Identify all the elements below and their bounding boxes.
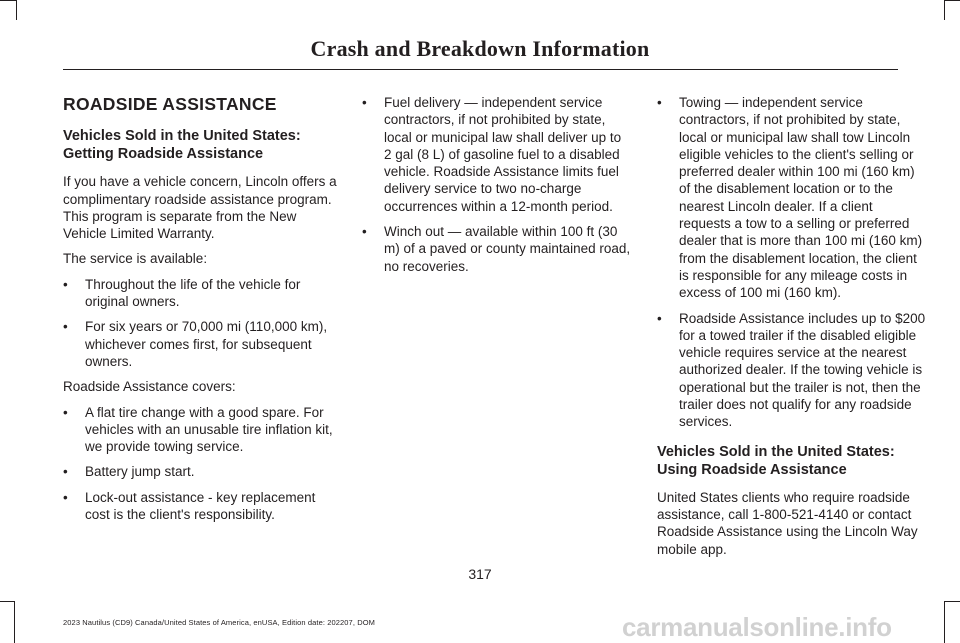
crop-mark bbox=[0, 601, 14, 602]
bullet-icon: • bbox=[63, 489, 68, 505]
column-3 bbox=[657, 94, 927, 566]
bullet-icon: • bbox=[63, 319, 68, 335]
covers-label: Roadside Assistance covers: bbox=[63, 379, 236, 395]
crop-mark bbox=[16, 0, 17, 20]
bullet-icon: • bbox=[657, 310, 662, 326]
page-number: 317 bbox=[468, 566, 492, 582]
service-list bbox=[63, 276, 338, 370]
crop-mark bbox=[944, 0, 945, 20]
crop-mark bbox=[944, 601, 945, 643]
list-item: • Fuel delivery — independent service contractors, if not prohibited by state, local or municipal law shall deliver up to 2 gal (8 L) of gasoline fuel to a disabled vehicle. Roadside Assistance limits fuel delivery service to two no-charge occurrences within a 12-month period. bbox=[362, 95, 622, 214]
covers-list-continued bbox=[362, 94, 632, 275]
list-item: • Throughout the life of the vehicle for original owners. bbox=[63, 276, 301, 310]
contact-paragraph: United States clients who require roadside assistance, call 1-800-521-4140 or contact Roadside Assistance using the Lincoln Way mobile app. bbox=[657, 489, 918, 557]
crop-mark bbox=[14, 601, 15, 643]
footer-edition-text: 2023 Nautilus (CD9) Canada/United States of America, enUSA, Edition date: 202207, DOM bbox=[63, 618, 375, 627]
watermark-logo: carmanualsonline.info bbox=[622, 612, 892, 642]
crop-mark bbox=[944, 601, 960, 602]
crop-mark bbox=[944, 0, 960, 1]
bullet-icon: • bbox=[63, 404, 68, 420]
bullet-icon: • bbox=[63, 276, 68, 292]
header-divider bbox=[63, 69, 898, 70]
list-item: • Towing — independent service contractors, if not prohibited by state, local or municipal law shall tow Lincoln eligible vehicles to the client's selling or preferred dealer within 100 mi (160 km) of the disablement location or to the nearest Lincoln dealer. If a client requests a tow to a selling or preferred dealer that is more than 100 mi (160 km) from the disablement location, the client is responsible for any mileage costs in excess of 100 mi (160 km). bbox=[657, 95, 923, 301]
column-2 bbox=[362, 94, 632, 283]
crop-mark bbox=[0, 0, 16, 1]
bullet-icon: • bbox=[63, 464, 68, 480]
list-item: • For six years or 70,000 mi (110,000 km), whichever comes first, for subsequent owners. bbox=[63, 319, 328, 369]
covers-list-continued-2 bbox=[657, 94, 927, 431]
list-item: • Lock-out assistance - key replacement cost is the client's responsibility. bbox=[63, 489, 316, 523]
bullet-icon: • bbox=[657, 95, 662, 110]
list-item: • Winch out — available within 100 ft (30 m) of a paved or county maintained road, no recoveries. bbox=[362, 224, 631, 274]
column-1 bbox=[63, 96, 338, 531]
subsection-heading-using: Vehicles Sold in the United States: Using Roadside Assistance bbox=[657, 443, 895, 478]
bullet-icon: • bbox=[362, 95, 367, 110]
page-header-title: Crash and Breakdown Information bbox=[310, 36, 650, 61]
covers-list bbox=[63, 404, 338, 524]
list-item: • Roadside Assistance includes up to $200 for a towed trailer if the disabled eligible vehicle requires service at the nearest authorized dealer. If the towing vehicle is operational but the trailer is not, then the trailer does not qualify for any roadside services. bbox=[657, 310, 926, 430]
list-item: • Battery jump start. bbox=[63, 464, 195, 480]
intro-paragraph: If you have a vehicle concern, Lincoln offers a complimentary roadside assistance program. This program is separate from the New Vehicle Limited Warranty. bbox=[63, 174, 337, 242]
service-label: The service is available: bbox=[63, 251, 208, 267]
section-title: ROADSIDE ASSISTANCE bbox=[63, 94, 277, 114]
subsection-heading-getting: Vehicles Sold in the United States: Getting Roadside Assistance bbox=[63, 128, 301, 163]
list-item: • A flat tire change with a good spare. For vehicles with an unusable tire inflation kit, we provide towing service. bbox=[63, 404, 333, 455]
bullet-icon: • bbox=[362, 224, 367, 240]
